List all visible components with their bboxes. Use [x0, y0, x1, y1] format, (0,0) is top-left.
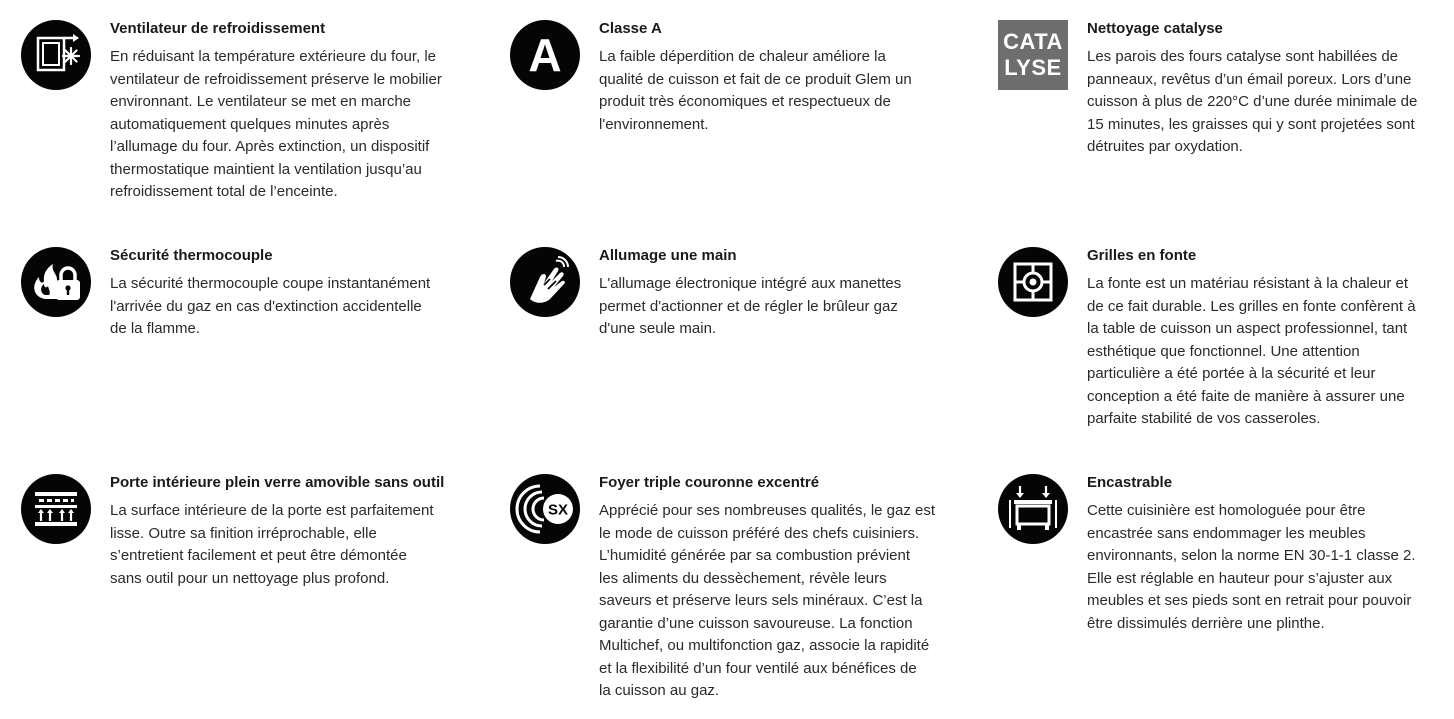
description-line: encastrée sans endommager les meubles — [1087, 524, 1366, 542]
feature-description — [1087, 46, 1417, 159]
description-line: l’allumage du four. Après extinction, un dispositif — [110, 138, 430, 155]
feature-text — [1087, 247, 1416, 431]
description-line: refroidissement total de l’enceinte. — [110, 183, 338, 200]
catalyse-icon-line: CATA — [1003, 29, 1063, 54]
description-line: Les parois des fours catalyse sont habillées de — [1087, 48, 1399, 65]
description-line: le mode de cuisson préféré des chefs cuisiniers. — [599, 524, 920, 542]
feature-title: Grilles en fonte — [1087, 247, 1197, 264]
catalyse-icon — [998, 20, 1068, 90]
catalyse-icon-line: LYSE — [1004, 55, 1062, 80]
description-line: 15 minutes, les graisses qui y sont projetées sont — [1087, 115, 1415, 133]
class-a-letter: A — [528, 29, 562, 81]
description-line: automatiquement quelques minutes après — [110, 115, 390, 133]
description-line: de ce fait durable. Les grilles en fonte confèrent à — [1087, 297, 1416, 315]
description-line: ventilateur de refroidissement préserve le mobilier — [110, 70, 442, 88]
feature-description — [1087, 500, 1416, 635]
feature-description — [110, 46, 442, 204]
removable-glass-door-icon — [21, 474, 91, 544]
description-line: de la flamme. — [110, 320, 201, 337]
description-line: La surface intérieure de la porte est parfaitement — [110, 502, 434, 519]
description-line: environnant. Le ventilateur se met en marche — [110, 93, 412, 110]
feature-title: Allumage une main — [599, 247, 737, 264]
feature-description — [1087, 273, 1416, 431]
description-line: la cuisson au gaz. — [599, 682, 720, 699]
description-line: L’humidité générée par sa combustion prévient — [599, 547, 911, 564]
description-line: La sécurité thermocouple coupe instantanément — [110, 275, 431, 292]
burner-icon-label: SX — [547, 501, 569, 519]
feature-title: Classe A — [599, 20, 662, 37]
description-line: Multichef, ou multifonction gaz, associe la rapidité — [599, 637, 930, 654]
feature-title: Foyer triple couronne excentré — [599, 474, 820, 491]
description-line: meubles et ses pieds sont en retrait pour pouvoir — [1087, 592, 1412, 609]
description-line: thermostatique maintient la ventilation jusqu’au — [110, 160, 422, 178]
triple-crown-burner-icon — [510, 474, 580, 544]
feature-description — [599, 46, 912, 136]
description-line: être dissimulés derrière une plinthe. — [1087, 614, 1325, 632]
description-line: En réduisant la température extérieure du four, le — [110, 48, 437, 65]
description-line: qualité de cuisson et fait de ce produit Glem un — [599, 70, 912, 88]
feature-title: Ventilateur de refroidissement — [110, 20, 326, 37]
description-line: d'une seule main. — [599, 320, 717, 337]
description-line: la table de cuisson un aspect professionnel, tant — [1087, 320, 1408, 337]
feature-description — [110, 500, 444, 590]
description-line: s’entretient facilement et peut être démontée — [110, 547, 407, 564]
description-line: les aliments du dessèchement, révèle leurs — [599, 569, 887, 587]
cast-iron-grid-icon — [998, 247, 1068, 317]
description-line: lisse. Outre sa finition irréprochable, elle — [110, 524, 377, 542]
class-a-icon — [510, 20, 580, 90]
feature-title: Porte intérieure plein verre amovible sans outil — [110, 474, 445, 491]
description-line: l'arrivée du gaz en cas d'extinction accidentelle — [110, 297, 422, 315]
description-line: produit très économiques et respectueux de — [599, 93, 891, 110]
description-line: garantie d’une cuisson savoureuse. La fonction — [599, 614, 913, 632]
feature-title: Sécurité thermocouple — [110, 247, 273, 264]
description-line: et la flexibilité d’un four ventilé aux bénéfices de — [599, 659, 917, 677]
description-line: panneaux, revêtus d’un émail poreux. Lors d’une — [1087, 70, 1412, 88]
description-line: saveurs et préserve leurs sels minéraux. C’est la — [599, 592, 923, 609]
description-line: cuisson à plus de 220°C d’une durée minimale de — [1087, 93, 1418, 110]
description-line: conception a été faite de manière à assurer une — [1087, 387, 1405, 405]
feature-text — [110, 474, 444, 590]
feature-description — [599, 273, 901, 341]
description-line: La fonte est un matériau résistant à la chaleur et — [1087, 275, 1409, 292]
description-line: détruites par oxydation. — [1087, 138, 1243, 155]
description-line: L'allumage électronique intégré aux manettes — [599, 275, 902, 292]
feature-description — [110, 273, 430, 341]
feature-text — [110, 247, 430, 341]
description-line: l'environnement. — [599, 115, 709, 133]
feature-text — [110, 20, 442, 204]
description-line: Cette cuisinière est homologuée pour être — [1087, 502, 1366, 519]
built-in-icon — [998, 474, 1068, 544]
feature-text — [599, 20, 912, 136]
description-line: sans outil pour un nettoyage plus profond. — [110, 569, 390, 587]
feature-title: Encastrable — [1087, 474, 1173, 491]
flame-lock-icon — [21, 247, 91, 317]
feature-text — [599, 247, 901, 341]
feature-text — [1087, 474, 1416, 635]
feature-title: Nettoyage catalyse — [1087, 20, 1223, 37]
description-line: La faible déperdition de chaleur améliore la — [599, 48, 886, 65]
one-hand-ignition-icon — [510, 247, 580, 317]
feature-text — [599, 474, 935, 703]
description-line: Apprécié pour ses nombreuses qualités, le gaz est — [599, 502, 936, 519]
feature-description — [599, 500, 935, 703]
description-line: parfaite stabilité de vos casseroles. — [1087, 410, 1321, 427]
cooling-fan-icon — [21, 20, 91, 90]
description-line: esthétique que fonctionnel. Une attention — [1087, 342, 1360, 360]
description-line: environnants, selon la norme EN 30-1-1 classe 2. — [1087, 547, 1416, 564]
description-line: permet d'actionner et de régler le brûleur gaz — [599, 297, 898, 315]
description-line: particulière a été portée à la sécurité et leur — [1087, 365, 1376, 382]
description-line: Elle est réglable en hauteur pour s’ajuster aux — [1087, 569, 1393, 587]
feature-text — [1087, 20, 1417, 159]
